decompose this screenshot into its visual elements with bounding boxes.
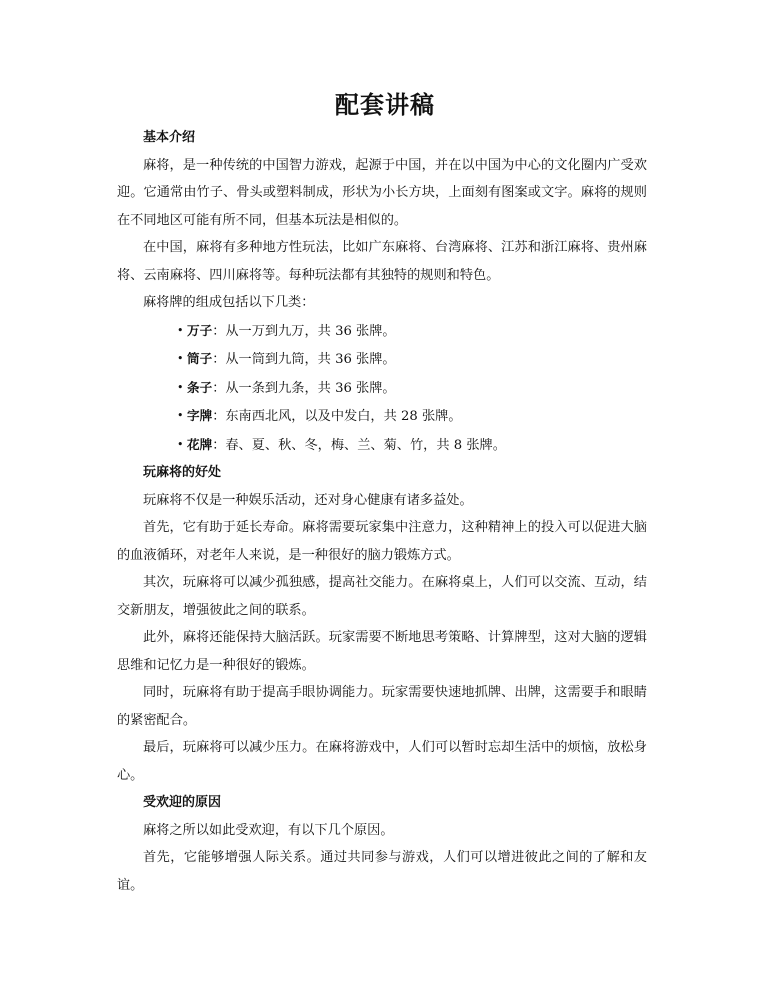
paragraph: 其次，玩麻将可以减少孤独感，提高社交能力。在麻将桌上，人们可以交流、互动，结交新朋友，增强彼此之间的联系。 <box>117 575 647 618</box>
bullet-icon: • <box>177 409 184 422</box>
bullet-icon: • <box>177 352 184 365</box>
list-item-text: ：东南西北风，以及中发白，共 28 张牌。 <box>212 409 462 424</box>
bullet-icon: • <box>177 437 184 451</box>
list-item-text: ：从一万到九万，共 36 张牌。 <box>212 323 396 339</box>
tile-types-list <box>117 317 647 460</box>
list-item-term: 花牌 <box>187 436 213 452</box>
list-item <box>117 345 647 374</box>
paragraph: 最后，玩麻将可以减少压力。在麻将游戏中，人们可以暂时忘却生活中的烦恼，放松身心。 <box>117 740 647 783</box>
list-item <box>117 402 647 431</box>
list-item <box>117 431 647 460</box>
list-item-term: 万子 <box>187 322 213 338</box>
list-item-term: 筒子 <box>187 351 213 366</box>
section-heading-popularity: 受欢迎的原因 <box>143 795 222 810</box>
bullet-icon: • <box>177 380 184 394</box>
list-item <box>117 374 647 403</box>
paragraph: 同时，玩麻将有助于提高手眼协调能力。玩家需要快速地抓牌、出牌，这需要手和眼睛的紧密配合。 <box>117 685 647 728</box>
list-item-text: ：从一筒到九筒，共 36 张牌。 <box>212 352 396 367</box>
paragraph: 麻将，是一种传统的中国智力游戏，起源于中国，并在以中国为中心的文化圈内广受欢迎。它通常由竹子、骨头或塑料制成，形状为小长方块，上面刻有图案或文字。麻将的规则在不同地区可能有所不同，但基本玩法是相似的。 <box>117 157 647 228</box>
section-heading-benefits: 玩麻将的好处 <box>143 465 222 480</box>
document-body <box>117 124 647 899</box>
section-heading-intro: 基本介绍 <box>143 130 196 145</box>
paragraph: 麻将之所以如此受欢迎，有以下几个原因。 <box>143 822 394 838</box>
bullet-icon: • <box>177 323 184 337</box>
paragraph: 在中国，麻将有多种地方性玩法，比如广东麻将、台湾麻将、江苏和浙江麻将、贵州麻将、云南麻将、四川麻将等。每种玩法都有其独特的规则和特色。 <box>117 240 647 283</box>
list-item <box>117 317 647 346</box>
list-item-term: 条子 <box>187 379 213 395</box>
paragraph: 麻将牌的组成包括以下几类： <box>143 295 315 310</box>
paragraph: 玩麻将不仅是一种娱乐活动，还对身心健康有诸多益处。 <box>143 492 473 508</box>
paragraph: 此外，麻将还能保持大脑活跃。玩家需要不断地思考策略、计算牌型，这对大脑的逻辑思维和记忆力是一种很好的锻炼。 <box>117 630 647 673</box>
document-title: 配套讲稿 <box>335 90 435 119</box>
list-item-text: ：春、夏、秋、冬，梅、兰、菊、竹，共 8 张牌。 <box>212 437 506 453</box>
list-item-term: 字牌 <box>187 408 213 423</box>
list-item-text: ：从一条到九条，共 36 张牌。 <box>212 380 396 396</box>
paragraph: 首先，它有助于延长寿命。麻将需要玩家集中注意力，这种精神上的投入可以促进大脑的血液循环，对老年人来说，是一种很好的脑力锻炼方式。 <box>117 520 647 563</box>
paragraph: 首先，它能够增强人际关系。通过共同参与游戏，人们可以增进彼此之间的了解和友谊。 <box>117 850 647 893</box>
